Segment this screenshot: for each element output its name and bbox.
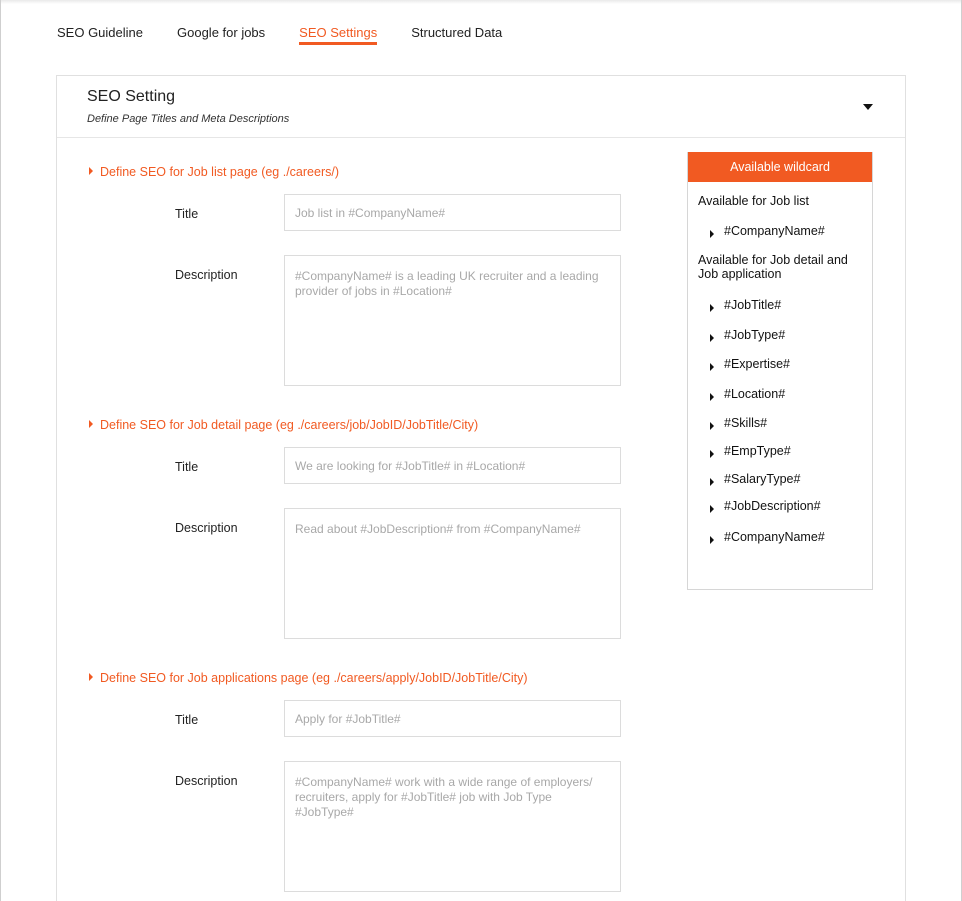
- wildcard-item[interactable]: [710, 444, 791, 458]
- caret-right-icon: [710, 304, 714, 312]
- wildcard-item-label: #CompanyName#: [724, 530, 825, 544]
- wildcard-item-label: #CompanyName#: [724, 224, 825, 238]
- wildcard-item[interactable]: [710, 416, 767, 430]
- seo-setting-panel: [56, 75, 906, 901]
- wildcard-group-title: Available for Job detail and Job application: [698, 253, 848, 281]
- caret-right-icon: [710, 478, 714, 486]
- window-left-border: [0, 0, 1, 901]
- job-detail-title-input[interactable]: [284, 447, 621, 484]
- section-heading-job-applications[interactable]: [89, 671, 528, 685]
- caret-right-icon: [710, 230, 714, 238]
- section-heading-text: Define SEO for Job list page (eg ./careers/): [100, 165, 339, 179]
- caret-right-icon: [710, 422, 714, 430]
- section-heading-text: Define SEO for Job detail page (eg ./careers/job/JobID/JobTitle/City): [100, 418, 479, 432]
- job-application-title-input[interactable]: [284, 700, 621, 737]
- wildcard-item-label: #JobTitle#: [724, 298, 782, 312]
- window-top-shadow: [0, 0, 962, 4]
- wildcard-item[interactable]: [710, 298, 781, 312]
- wildcard-box: [687, 152, 873, 590]
- caret-right-icon: [710, 334, 714, 342]
- job-list-title-input[interactable]: [284, 194, 621, 231]
- wildcard-item-label: #JobDescription#: [724, 499, 821, 513]
- caret-right-icon: [710, 363, 714, 371]
- description-label: Description: [175, 774, 238, 788]
- wildcard-item[interactable]: [710, 224, 825, 238]
- tab-google-for-jobs[interactable]: Google for jobs: [177, 25, 266, 40]
- section-heading-job-detail[interactable]: [89, 418, 478, 432]
- wildcard-item[interactable]: [710, 328, 785, 342]
- wildcard-item[interactable]: [710, 499, 821, 513]
- panel-header[interactable]: [57, 76, 905, 138]
- panel-title: SEO Setting: [87, 88, 176, 105]
- caret-right-icon: [89, 673, 93, 681]
- title-label: Title: [175, 460, 199, 474]
- caret-right-icon: [710, 536, 714, 544]
- wildcard-item-label: #EmpType#: [724, 444, 791, 458]
- description-label: Description: [175, 268, 238, 282]
- caret-right-icon: [89, 167, 93, 175]
- title-label: Title: [175, 207, 199, 221]
- wildcard-group-title: Available for Job list: [698, 194, 809, 208]
- wildcard-header: Available wildcard: [688, 152, 872, 182]
- section-heading-text: Define SEO for Job applications page (eg ./careers/apply/JobID/JobTitle/City): [100, 671, 528, 685]
- caret-right-icon: [710, 450, 714, 458]
- tab-seo-settings[interactable]: SEO Settings: [299, 25, 377, 45]
- title-label: Title: [175, 713, 199, 727]
- collapse-caret-icon[interactable]: [863, 104, 873, 110]
- section-heading-job-list[interactable]: [89, 165, 339, 179]
- wildcard-item-label: #Skills#: [724, 416, 768, 430]
- caret-right-icon: [710, 393, 714, 401]
- tab-structured-data[interactable]: Structured Data: [411, 25, 503, 40]
- wildcard-item[interactable]: [710, 530, 825, 544]
- job-list-description-textarea[interactable]: [284, 255, 621, 386]
- description-label: Description: [175, 521, 238, 535]
- wildcard-item-label: #Expertise#: [724, 357, 791, 371]
- job-application-description-textarea[interactable]: [284, 761, 621, 892]
- wildcard-item[interactable]: [710, 387, 785, 401]
- wildcard-item[interactable]: [710, 472, 800, 486]
- caret-right-icon: [89, 420, 93, 428]
- tab-bar: [57, 25, 536, 47]
- wildcard-item-label: #Location#: [724, 387, 786, 401]
- wildcard-item-label: #SalaryType#: [724, 472, 801, 486]
- wildcard-item[interactable]: [710, 357, 790, 371]
- tab-seo-guideline[interactable]: SEO Guideline: [57, 25, 143, 40]
- job-detail-description-textarea[interactable]: [284, 508, 621, 639]
- caret-right-icon: [710, 505, 714, 513]
- wildcard-item-label: #JobType#: [724, 328, 786, 342]
- panel-subtitle: Define Page Titles and Meta Descriptions: [87, 113, 290, 125]
